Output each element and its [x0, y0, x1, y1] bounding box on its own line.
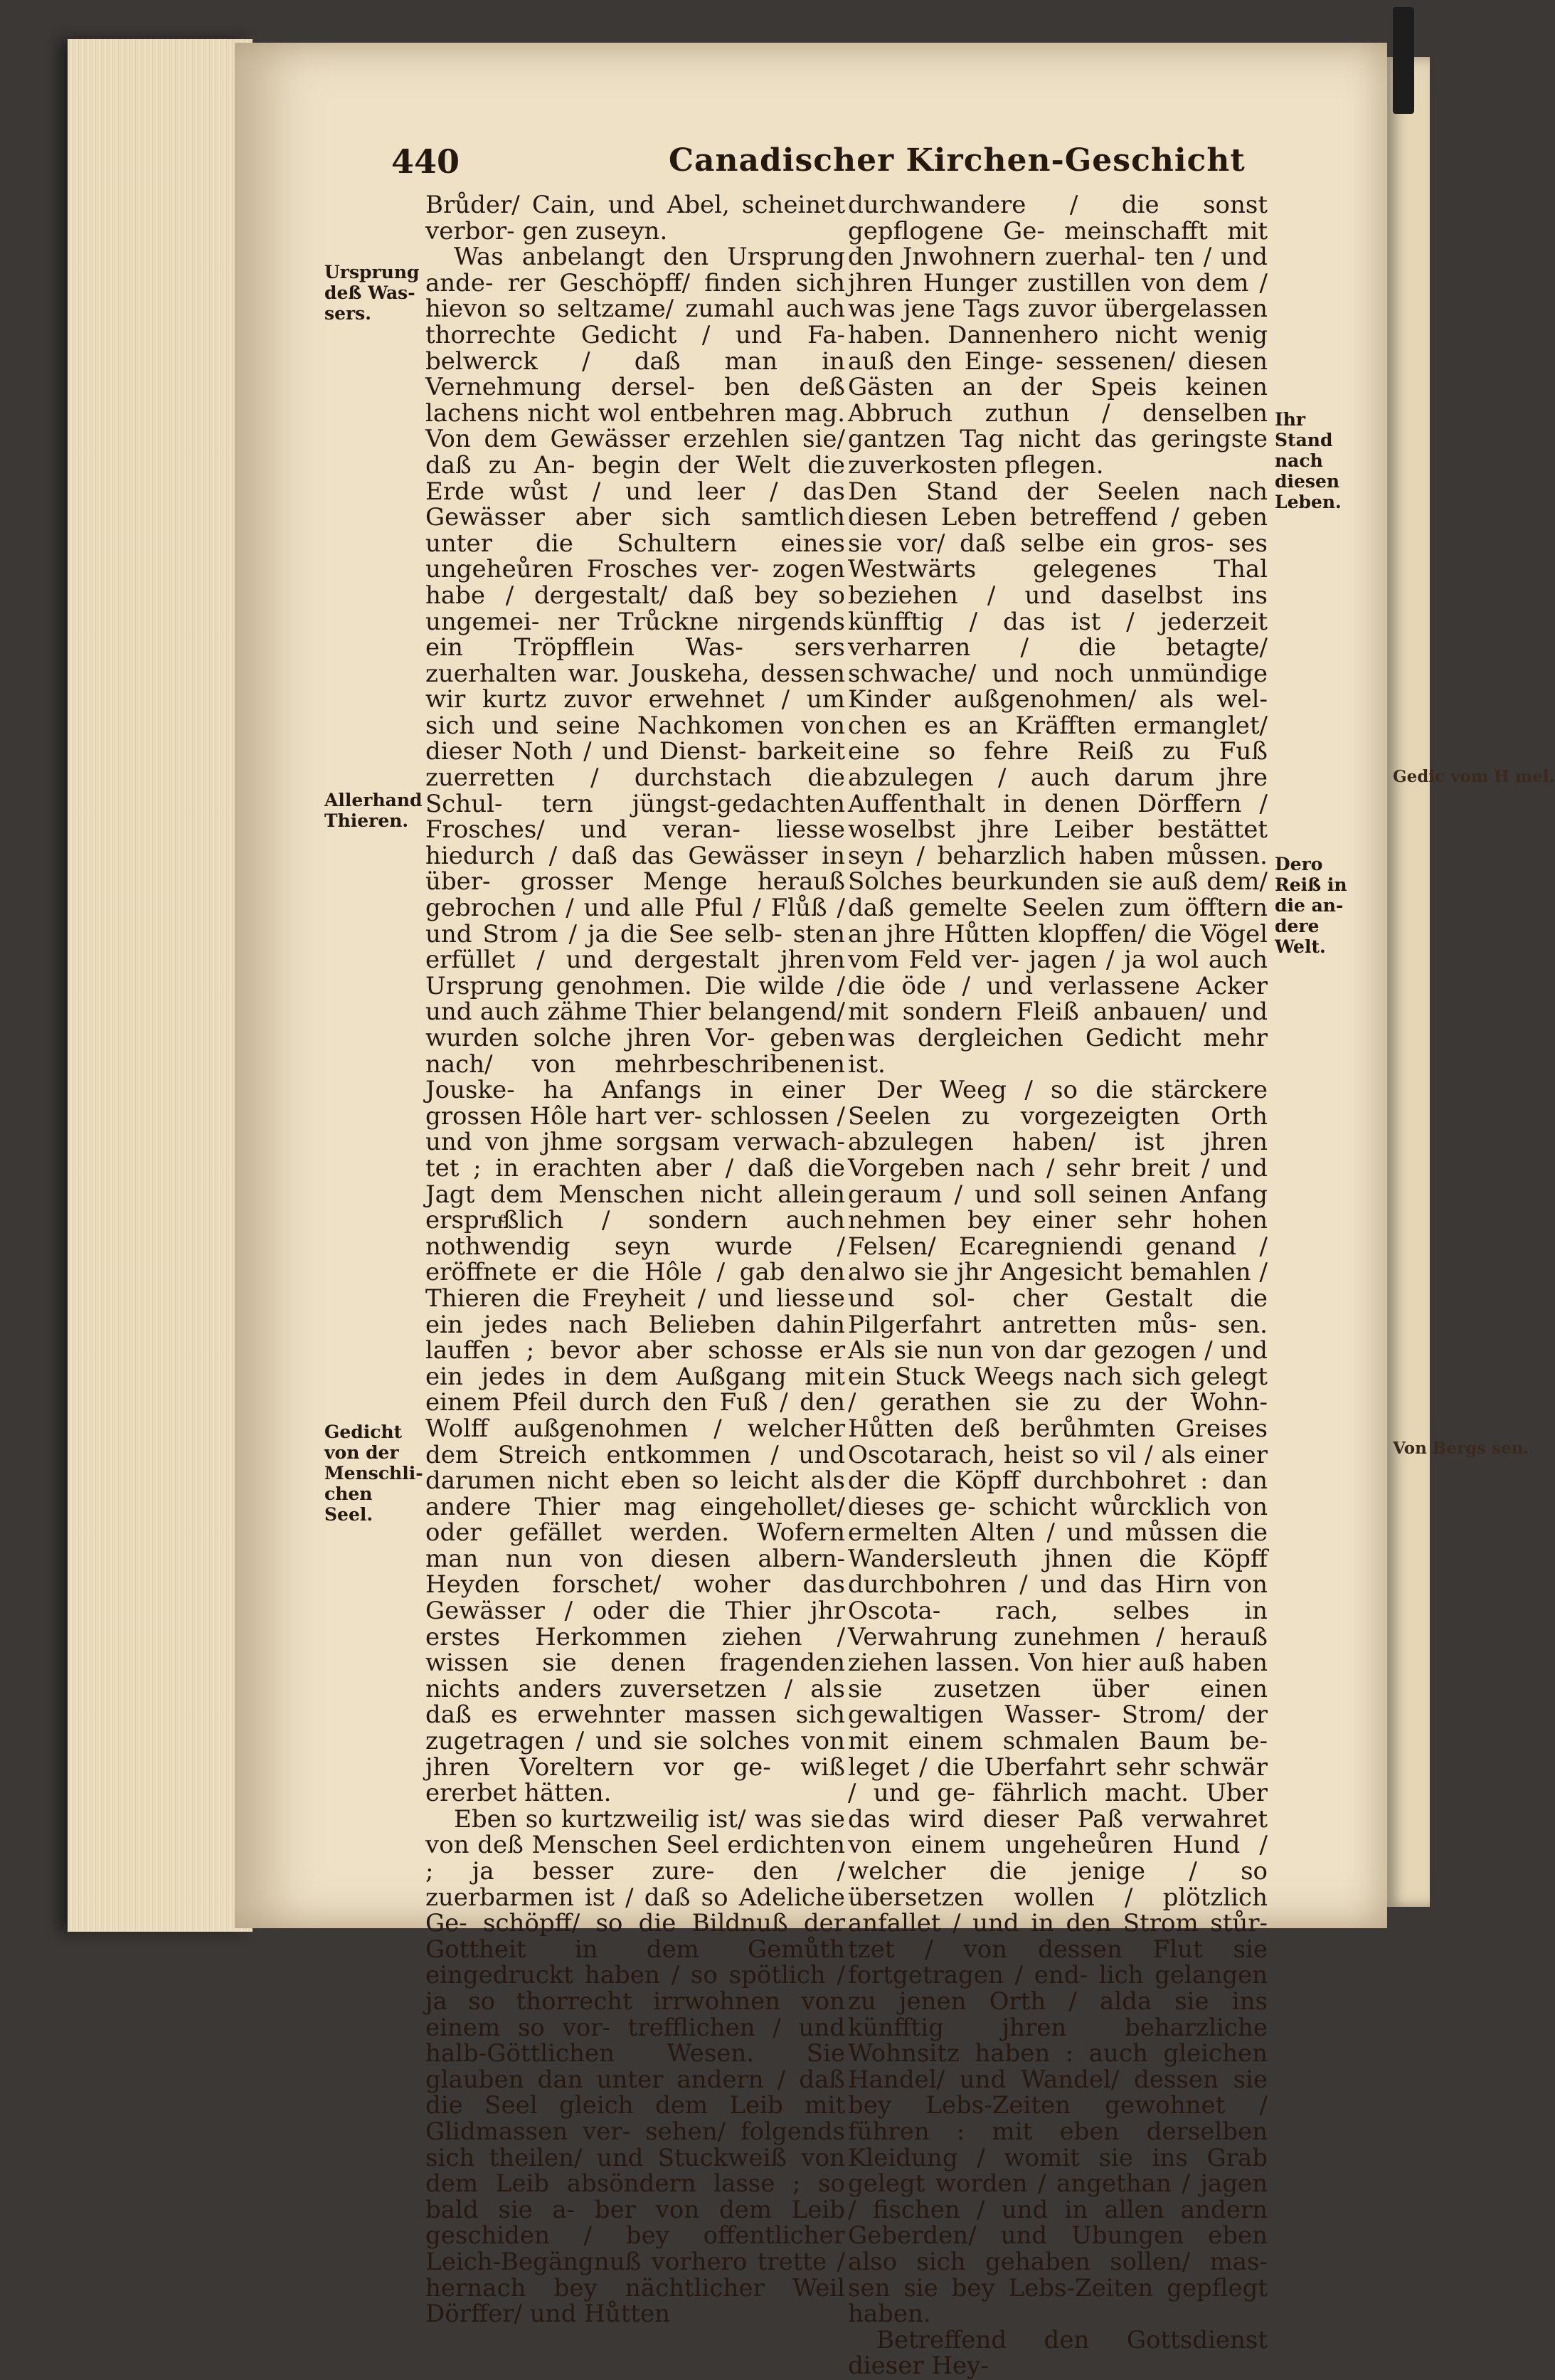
right-text-column: [848, 192, 1268, 2379]
next-page-margin-note-2: Von Bergs sen.: [1393, 1439, 1529, 1458]
paragraph: Der Weeg / so die stärckere Seelen zu vorgezeigten Orth abzulegen haben/ ist jhren Vorgeben nach / sehr breit / und geraum / und soll seinen Anfang nehmen bey einer sehr hohen Felsen/ Ecaregniendi genand / alwo sie jhr Angesicht bemahlen / und sol- cher Gestalt die Pilgerfahrt antretten můs- sen. Als sie nun von dar gezogen / und ein Stuck Weegs nach sich gelegt / gerathen sie zu der Wohn-Hůtten deß berůhmten Greises Oscotarach, heist so vil / als einer der die Köpff durchbohret : dan dieses ge- schicht wůrcklich von ermelten Alten / und můssen die Wandersleuth jhnen die Köpff durchbohren / und das Hirn von Oscota- rach, selbes in Verwahrung zunehmen / herauß ziehen lassen. Von hier auß haben sie zusetzen über einen gewaltigen Wasser- Strom/ der mit einem schmalen Baum be- leget / die Uberfahrt sehr schwär / und ge- fährlich macht. Uber das wird dieser Paß verwahret von einem ungeheůren Hund / welcher die jenige / so übersetzen wollen / plötzlich anfallet / und in den Strom stůr- tzet / von dessen Flut sie fortgetragen / end- lich gelangen zu jenen Orth / alda sie ins künfftig jhren beharzliche Wohnsitz haben : auch gleichen Handel/ und Wandel/ dessen sie bey Lebs-Zeiten gewohnet / führen : mit eben derselben Kleidung / womit sie ins Grab gelegt worden / angethan / jagen / fischen / und in allen andern Geberden/ und Ubungen eben also sich gehaben sollen/ mas- sen sie bey Lebs-Zeiten gepflegt haben.: [848, 1076, 1268, 2329]
margin-note-journey-other-world: Dero Reiß in die an- dere Welt.: [1275, 854, 1347, 957]
running-title: Canadischer Kirchen-Geschicht: [669, 142, 1246, 179]
paragraph: Den Stand der Seelen nach diesen Leben betreffend / geben sie vor/ daß selbe ein gros- ses Westwärts gelegenes Thal beziehen / und daselbst ins künfftig / das ist / jederzeit verharren / die betagte/ schwache/ und noch unmündige Kinder außgenohmen/ als wel- chen es an Kräfften ermanglet/ eine so fehre Reiß zu Fuß abzulegen / auch darum jhre Auffenthalt in denen Dörffern / woselbst jhre Leiber bestättet seyn / beharzlich haben můssen. Solches beurkunden sie auß dem/ daß gemelte Seelen zum öfftern an jhre Hůtten klopffen/ die Vögel vom Feld ver- jagen / ja wol auch die öde / und verlassene Acker mit sondern Fleiß anbauen/ und was dergleichen Gedicht mehr ist.: [848, 477, 1268, 1079]
page-number: 440: [391, 142, 460, 181]
margin-note-human-soul: Gedicht von der Menschli- chen Seel.: [324, 1422, 423, 1525]
page-header: [391, 142, 1309, 192]
margin-note-water-origin: Ursprung deß Was- sers.: [324, 262, 420, 324]
paragraph: Betreffend den Gottsdienst dieser Hey-: [848, 2325, 1268, 2380]
paragraph: Eben so kurtzweilig ist/ was sie von deß Menschen Seel erdichten ; ja besser zure- den / zuerbarmen ist / daß so Adeliche Ge- schöpff/ so die Bildnuß der Gottheit in dem Gemůth eingedruckt haben / so spötlich / ja so thorrecht irrwohnen von einem so vor- trefflichen / und halb-Göttlichen Wesen. Sie glauben dan unter andern / daß die Seel gleich dem Leib mit Glidmassen ver- sehen/ folgends sich theilen/ und Stuckweiß von dem Leib absöndern lasse ; so bald sie a- ber von dem Leib geschiden / bey offentlicher Leich-Begängnuß vorhero trette / hernach bey nächtlicher Weil Dörffer/ und Hůtten: [425, 1804, 845, 2329]
next-page-margin-note-1: Gedic vom H mel.: [1393, 767, 1555, 786]
paragraph: Brůder/ Cain, und Abel, scheinet verbor- gen zuseyn.: [425, 191, 845, 245]
binder-clip: [1393, 7, 1414, 114]
book-fore-edge: [68, 39, 253, 1932]
left-text-column: [425, 192, 845, 2327]
margin-note-animals: Allerhand Thieren.: [324, 790, 423, 831]
paragraph: durchwandere / die sonst gepflogene Ge- meinschafft mit den Jnwohnern zuerhal- ten / und jhren Hunger zustillen von dem / was jene Tags zuvor übergelassen haben. Dannenhero nicht wenig auß den Einge- sessenen/ diesen Gästen an der Speis keinen Abbruch zuthun / denselben gantzen Tag nicht das geringste zuverkosten pflegen.: [848, 191, 1268, 480]
margin-note-state-after-life: Ihr Stand nach diesen Leben.: [1275, 409, 1342, 512]
paragraph: Was anbelangt den Ursprung ande- rer Geschöpff/ finden sich hievon so seltzame/ zumahl auch thorrechte Gedicht / und Fa- belwerck / daß man in Vernehmung dersel- ben deß lachens nicht wol entbehren mag. Von dem Gewässer erzehlen sie/ daß zu An- begin der Welt die Erde wůst / und leer / das Gewässer aber sich samtlich unter die Schultern eines ungeheůren Frosches ver- zogen habe / dergestalt/ daß bey so ungemei- ner Trůckne nirgends ein Tröpfflein Was- sers zuerhalten war. Jouskeha, dessen wir kurtz zuvor erwehnet / um sich und seine Nachkomen von dieser Noth / und Dienst- barkeit zuerretten / durchstach die Schul- tern jüngst-gedachten Frosches/ und veran- liesse hiedurch / daß das Gewässer in über- grosser Menge herauß gebrochen / und alle Pful / Flůß / und Strom / ja die See selb- sten erfüllet / und dergestalt jhren Ursprung genohmen. Die wilde / und auch zähme Thier belangend/ wurden solche jhren Vor- geben nach/ von mehrbeschribenen Jouske- ha Anfangs in einer grossen Hôle hart ver- schlossen / und von jhme sorgsam verwach- tet ; in erachten aber / daß die Jagt dem Menschen nicht allein erspruͤßlich / sondern auch nothwendig seyn wurde / eröffnete er die Hôle / gab den Thieren die Freyheit / und liesse ein jedes nach Belieben dahin lauffen ; bevor aber schosse er ein jedes in dem Außgang mit einem Pfeil durch den Fuß / den Wolff außgenohmen / welcher dem Streich entkommen / und darumen nicht eben so leicht als andere Thier mag eingehollet/ oder gefället werden. Wofern man nun von diesen albern-Heyden forschet/ woher das Gewässer / oder die Thier jhr erstes Herkommen ziehen / wissen sie denen fragenden nichts anders zuversetzen / als daß es erwehnter massen sich zugetragen / und sie solches von jhren Voreltern vor ge- wiß ererbet hätten.: [425, 243, 845, 1808]
